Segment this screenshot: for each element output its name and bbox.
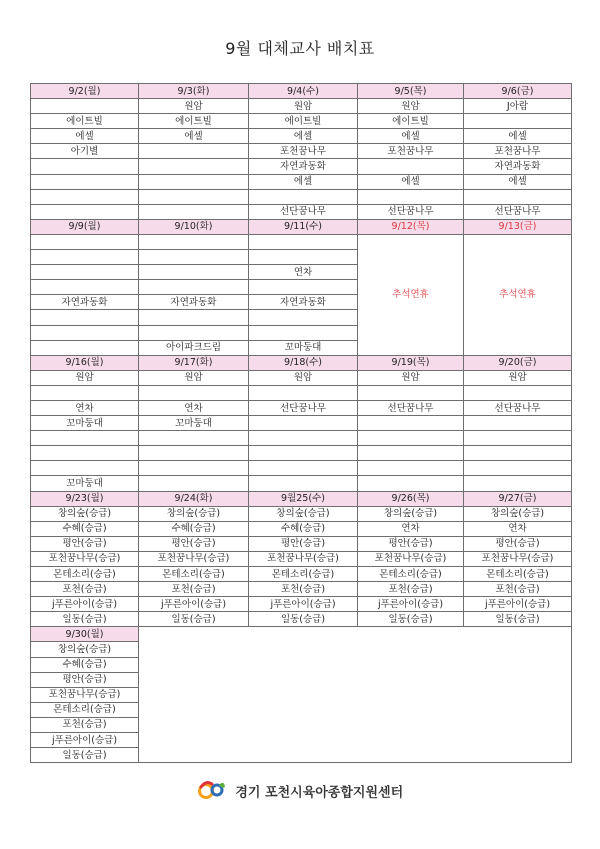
schedule-cell: 선단꿈나무	[249, 204, 358, 219]
schedule-cell	[139, 204, 249, 219]
holiday-cell: 추석연휴	[358, 234, 464, 355]
schedule-cell	[31, 174, 139, 189]
schedule-cell: 몬테소리(승급)	[464, 567, 572, 582]
schedule-cell: j푸른아이(승급)	[249, 597, 358, 612]
schedule-cell: 원암	[358, 370, 464, 385]
schedule-cell: 에이트빌	[31, 114, 139, 129]
schedule-cell: 연차	[31, 400, 139, 415]
schedule-cell: 몬테소리(승급)	[358, 567, 464, 582]
date-header: 9/27(금)	[464, 491, 572, 506]
schedule-cell: 포천꿈나무(승급)	[249, 551, 358, 566]
table-row	[31, 385, 572, 400]
schedule-cell	[249, 310, 358, 325]
schedule-cell: 평안(승급)	[139, 536, 249, 551]
schedule-cell: 포천꿈나무	[358, 144, 464, 159]
table-row	[31, 129, 572, 144]
schedule-cell	[31, 446, 139, 461]
schedule-cell: 일동(승급)	[31, 612, 139, 627]
schedule-cell: 포천꿈나무(승급)	[31, 551, 139, 566]
schedule-cell	[139, 461, 249, 476]
table-row	[31, 114, 572, 129]
date-header: 9/9(월)	[31, 219, 139, 234]
schedule-cell: 포천(승급)	[464, 582, 572, 597]
table-row	[31, 416, 572, 431]
table-row	[31, 567, 572, 582]
schedule-cell	[249, 476, 358, 491]
table-row	[31, 612, 572, 627]
date-header: 9/12(목)	[358, 219, 464, 234]
schedule-cell	[249, 250, 358, 265]
schedule-cell	[249, 234, 358, 249]
schedule-cell	[464, 416, 572, 431]
date-header: 9/11(수)	[249, 219, 358, 234]
schedule-cell: 에셀	[249, 174, 358, 189]
date-header: 9/13(금)	[464, 219, 572, 234]
schedule-cell: 창의숲(승급)	[139, 506, 249, 521]
schedule-cell: 몬테소리(승급)	[31, 567, 139, 582]
schedule-cell: 원암	[464, 370, 572, 385]
schedule-cell: 포천꿈나무	[249, 144, 358, 159]
empty-area	[139, 627, 572, 763]
schedule-cell: j푸른아이(승급)	[464, 597, 572, 612]
table-row	[31, 461, 572, 476]
schedule-cell	[249, 416, 358, 431]
schedule-cell	[139, 159, 249, 174]
schedule-cell	[139, 325, 249, 340]
table-row	[31, 159, 572, 174]
schedule-cell: 포천(승급)	[139, 582, 249, 597]
schedule-cell: 수혜(승급)	[249, 521, 358, 536]
date-header: 9/24(화)	[139, 491, 249, 506]
date-header: 9/23(월)	[31, 491, 139, 506]
date-header-row	[31, 491, 572, 506]
schedule-cell: 포천(승급)	[31, 717, 139, 732]
schedule-cell	[464, 189, 572, 204]
schedule-cell: 에셀	[358, 129, 464, 144]
schedule-cell: 몬테소리(승급)	[31, 702, 139, 717]
schedule-cell: 일동(승급)	[31, 748, 139, 763]
schedule-cell: 일동(승급)	[139, 612, 249, 627]
schedule-cell	[249, 325, 358, 340]
date-header: 9/19(목)	[358, 355, 464, 370]
schedule-cell: 포천(승급)	[31, 582, 139, 597]
schedule-cell: 꼬마둥대	[139, 416, 249, 431]
schedule-cell	[139, 144, 249, 159]
date-header: 9/18(수)	[249, 355, 358, 370]
schedule-cell: j푸른아이(승급)	[31, 733, 139, 748]
schedule-cell	[31, 325, 139, 340]
schedule-cell: 창의숲(승급)	[464, 506, 572, 521]
schedule-cell	[464, 385, 572, 400]
date-header-row	[31, 627, 572, 642]
table-row	[31, 536, 572, 551]
schedule-cell	[31, 461, 139, 476]
schedule-cell: 선단꿈나무	[358, 400, 464, 415]
schedule-cell: 포천(승급)	[358, 582, 464, 597]
schedule-cell	[139, 280, 249, 295]
date-header: 9/3(화)	[139, 84, 249, 99]
schedule-cell	[358, 416, 464, 431]
date-header: 9/17(화)	[139, 355, 249, 370]
schedule-cell: 포천(승급)	[249, 582, 358, 597]
schedule-cell	[139, 234, 249, 249]
schedule-cell	[249, 189, 358, 204]
schedule-cell	[249, 385, 358, 400]
schedule-cell	[358, 159, 464, 174]
schedule-cell: 포천꿈나무(승급)	[358, 551, 464, 566]
schedule-cell: 에셀	[249, 129, 358, 144]
schedule-cell	[249, 461, 358, 476]
schedule-cell	[358, 446, 464, 461]
schedule-table	[30, 83, 572, 763]
schedule-cell: 선단꿈나무	[464, 400, 572, 415]
schedule-cell: 자연과동화	[139, 295, 249, 310]
schedule-cell: 평안(승급)	[464, 536, 572, 551]
schedule-cell: 창의숲(승급)	[31, 506, 139, 521]
schedule-cell	[358, 385, 464, 400]
schedule-cell: 수혜(승급)	[31, 521, 139, 536]
schedule-cell: 몬테소리(승급)	[249, 567, 358, 582]
schedule-cell: 원암	[249, 99, 358, 114]
schedule-cell	[139, 250, 249, 265]
schedule-cell	[31, 234, 139, 249]
schedule-cell: 평안(승급)	[31, 536, 139, 551]
sun-leaf-logo-icon	[197, 778, 227, 804]
schedule-cell: 원암	[358, 99, 464, 114]
schedule-cell: 에셀	[139, 129, 249, 144]
schedule-cell: 자연과동화	[249, 295, 358, 310]
schedule-cell: 포천꿈나무(승급)	[464, 551, 572, 566]
table-row	[31, 476, 572, 491]
schedule-cell: 포천꿈나무(승급)	[139, 551, 249, 566]
schedule-cell: 원암	[249, 370, 358, 385]
schedule-cell: 에이트빌	[358, 114, 464, 129]
schedule-cell: 에셀	[358, 174, 464, 189]
schedule-cell: 선단꿈나무	[358, 204, 464, 219]
schedule-cell: 자연과동화	[31, 295, 139, 310]
schedule-cell: 선단꿈나무	[249, 400, 358, 415]
table-row	[31, 400, 572, 415]
schedule-cell: 평안(승급)	[249, 536, 358, 551]
schedule-cell: 포천꿈나무	[464, 144, 572, 159]
table-row	[31, 582, 572, 597]
schedule-cell	[139, 385, 249, 400]
date-header-row	[31, 355, 572, 370]
schedule-cell	[249, 280, 358, 295]
date-header: 9/26(목)	[358, 491, 464, 506]
table-row	[31, 174, 572, 189]
schedule-cell	[249, 446, 358, 461]
schedule-cell: 일동(승급)	[358, 612, 464, 627]
schedule-cell	[139, 476, 249, 491]
schedule-cell: 원암	[139, 370, 249, 385]
schedule-cell	[31, 99, 139, 114]
schedule-cell: 꼬마둥대	[31, 476, 139, 491]
schedule-cell	[464, 446, 572, 461]
schedule-cell: 꼬마둥대	[31, 416, 139, 431]
schedule-cell: 에셀	[31, 129, 139, 144]
schedule-cell: 연차	[249, 265, 358, 280]
schedule-cell: 일동(승급)	[464, 612, 572, 627]
date-header: 9/16(월)	[31, 355, 139, 370]
page-title: 9월 대체교사 배치표	[225, 39, 375, 58]
schedule-cell	[358, 461, 464, 476]
table-row	[31, 551, 572, 566]
table-row	[31, 234, 572, 249]
schedule-cell: j푸른아이(승급)	[358, 597, 464, 612]
schedule-cell	[31, 340, 139, 355]
schedule-cell: 선단꿈나무	[464, 204, 572, 219]
schedule-cell: 포천꿈나무(승급)	[31, 687, 139, 702]
table-row	[31, 431, 572, 446]
schedule-cell	[31, 204, 139, 219]
schedule-cell: 평안(승급)	[31, 672, 139, 687]
schedule-cell	[139, 265, 249, 280]
schedule-cell: 꼬마둥대	[249, 340, 358, 355]
schedule-cell: 에이트빌	[139, 114, 249, 129]
table-row	[31, 506, 572, 521]
schedule-cell: 원암	[31, 370, 139, 385]
schedule-cell: 평안(승급)	[358, 536, 464, 551]
schedule-cell	[464, 461, 572, 476]
schedule-cell: j푸른아이(승급)	[31, 597, 139, 612]
schedule-cell: 창의숲(승급)	[31, 642, 139, 657]
table-row	[31, 144, 572, 159]
holiday-cell: 추석연휴	[464, 234, 572, 355]
table-row	[31, 521, 572, 536]
date-header: 9/5(목)	[358, 84, 464, 99]
schedule-cell: 창의숲(승급)	[358, 506, 464, 521]
schedule-cell: 자연과동화	[249, 159, 358, 174]
schedule-cell	[358, 431, 464, 446]
schedule-cell	[139, 446, 249, 461]
table-row	[31, 370, 572, 385]
schedule-cell	[139, 310, 249, 325]
schedule-cell: 아기별	[31, 144, 139, 159]
date-header: 9/6(금)	[464, 84, 572, 99]
date-header: 9/4(수)	[249, 84, 358, 99]
schedule-cell	[358, 189, 464, 204]
schedule-cell: J아람	[464, 99, 572, 114]
schedule-cell	[464, 476, 572, 491]
date-header: 9/30(월)	[31, 627, 139, 642]
date-header: 9/20(금)	[464, 355, 572, 370]
schedule-cell	[249, 431, 358, 446]
schedule-cell	[31, 250, 139, 265]
schedule-cell	[31, 310, 139, 325]
date-header-row	[31, 84, 572, 99]
schedule-cell	[31, 189, 139, 204]
date-header: 9/10(화)	[139, 219, 249, 234]
schedule-cell: 수혜(승급)	[139, 521, 249, 536]
schedule-cell: 수혜(승급)	[31, 657, 139, 672]
date-header: 9/2(월)	[31, 84, 139, 99]
schedule-cell: 원암	[139, 99, 249, 114]
table-row	[31, 204, 572, 219]
schedule-cell	[31, 385, 139, 400]
schedule-cell	[464, 114, 572, 129]
schedule-cell	[31, 265, 139, 280]
schedule-cell: j푸른아이(승급)	[139, 597, 249, 612]
schedule-cell	[464, 431, 572, 446]
schedule-cell: 에이트빌	[249, 114, 358, 129]
date-header: 9월25(수)	[249, 491, 358, 506]
schedule-cell	[139, 189, 249, 204]
schedule-cell	[31, 159, 139, 174]
schedule-cell: 아이파크드림	[139, 340, 249, 355]
schedule-cell: 자연과동화	[464, 159, 572, 174]
schedule-cell	[31, 280, 139, 295]
schedule-cell: 창의숲(승급)	[249, 506, 358, 521]
schedule-cell: 몬테소리(승급)	[139, 567, 249, 582]
schedule-cell	[139, 431, 249, 446]
table-row	[31, 189, 572, 204]
org-name: 경기 포천시육아종합지원센터	[235, 785, 404, 801]
schedule-cell	[358, 476, 464, 491]
schedule-cell: 연차	[358, 521, 464, 536]
schedule-cell	[31, 431, 139, 446]
schedule-cell: 일동(승급)	[249, 612, 358, 627]
table-row	[31, 99, 572, 114]
schedule-cell: 연차	[464, 521, 572, 536]
table-row	[31, 446, 572, 461]
date-header-row	[31, 219, 572, 234]
schedule-cell: 에셀	[464, 129, 572, 144]
schedule-cell: 에셀	[464, 174, 572, 189]
footer	[0, 778, 600, 804]
schedule-cell	[139, 174, 249, 189]
table-row	[31, 597, 572, 612]
schedule-cell: 연차	[139, 400, 249, 415]
